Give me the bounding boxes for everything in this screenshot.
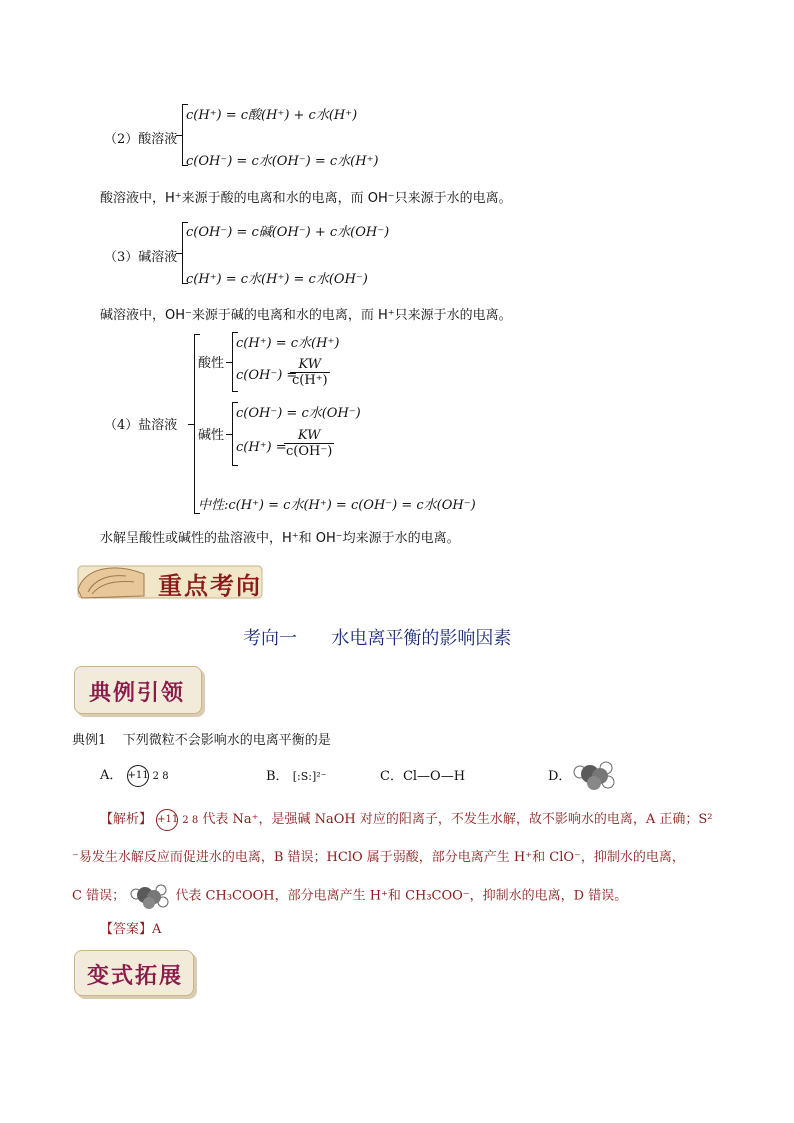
example-banner	[74, 666, 202, 714]
section3-eq2: c(H⁺) = c水(H⁺) = c水(OH⁻)	[186, 272, 368, 287]
option-a-label: A．	[100, 768, 123, 783]
key-banner-text: 重点考向	[158, 571, 262, 600]
section2-eq1: c(H⁺) = c酸(H⁺) + c水(H⁺)	[186, 108, 358, 123]
option-c: C．Cl—O—H	[380, 769, 466, 784]
analysis-line3	[72, 882, 627, 910]
option-d-label: D．	[548, 769, 572, 784]
variant-banner	[74, 950, 194, 996]
section4-note: 水解呈酸性或碱性的盐溶液中，H⁺和 OH⁻均来源于水的电离。	[100, 531, 460, 546]
example-banner-text: 典例引领	[89, 680, 186, 706]
section3-note: 碱溶液中，OH⁻来源于碱的电离和水的电离，而 H⁺只来源于水的电离。	[100, 308, 512, 323]
analysis-line2: ⁻易发生水解反应而促进水的电离，B 错误；HClO 属于弱酸，部分电离产生 H⁺和 ClO⁻，抑制水的电离，	[72, 850, 685, 865]
key-banner	[74, 560, 264, 602]
section2-note: 酸溶液中，H⁺来源于酸的电离和水的电离，而 OH⁻只来源于水的电离。	[100, 191, 512, 206]
section3-brace	[182, 222, 183, 284]
acid-brace	[232, 332, 233, 392]
variant-banner-text: 变式拓展	[87, 963, 184, 989]
analysis-tag: 【解析】	[100, 812, 153, 827]
base-frac-num: KW	[284, 428, 334, 444]
section3-eq1: c(OH⁻) = c碱(OH⁻) + c水(OH⁻)	[186, 225, 390, 240]
analysis-line1-text: 代表 Na⁺，是强碱 NaOH 对应的阳离子，不发生水解，故不影响水的电离，A 正确；S²	[202, 812, 713, 827]
neutral-eq: 中性:c(H⁺) = c水(H⁺) = c(OH⁻) = c水(OH⁻)	[198, 498, 476, 513]
option-a	[100, 764, 169, 787]
option-a-nucleus: +11	[127, 765, 149, 787]
option-b	[266, 765, 326, 784]
analysis-line1	[100, 808, 713, 831]
base-eq1: c(OH⁻) = c水(OH⁻)	[236, 406, 361, 421]
molecule-d-icon	[572, 758, 618, 792]
acid-fraction	[290, 357, 330, 388]
analysis-line3a: C 错误；	[72, 888, 126, 904]
kaoxiang-title: 考向一 水电离平衡的影响因素	[243, 628, 512, 649]
option-b-label: B．	[266, 769, 289, 784]
answer: 【答案】A	[100, 922, 162, 937]
option-a-shells: 2 8	[152, 771, 169, 782]
option-d	[548, 765, 571, 784]
section2-label: （2）酸溶液	[104, 132, 178, 147]
section4-label: （4）盐溶液	[104, 418, 178, 433]
base-frac-den: c(OH⁻)	[286, 444, 333, 459]
molecule-analysis-icon	[129, 882, 171, 910]
acid-eq2-lhs: c(OH⁻) =	[236, 368, 298, 383]
acid-eq1: c(H⁺) = c水(H⁺)	[236, 336, 340, 351]
section2-eq2: c(OH⁻) = c水(OH⁻) = c水(H⁺)	[186, 154, 379, 169]
base-fraction	[284, 428, 334, 459]
analysis-shells: 2 8	[182, 815, 199, 826]
base-eq2-lhs: c(H⁺) =	[236, 440, 287, 455]
base-label: 碱性	[198, 428, 225, 443]
acid-frac-num: KW	[290, 357, 330, 373]
section2-brace	[182, 104, 183, 166]
option-b-text: [:S:]²⁻	[292, 770, 327, 783]
analysis-nucleus: +11	[156, 809, 178, 831]
base-brace	[232, 402, 233, 466]
example-question: 典例1 下列微粒不会影响水的电离平衡的是	[72, 733, 331, 748]
section4-brace	[194, 334, 195, 514]
section3-label: （3）碱溶液	[104, 250, 178, 265]
acid-label: 酸性	[198, 356, 225, 371]
acid-frac-den: c(H⁺)	[292, 373, 328, 388]
analysis-line3b: 代表 CH₃COOH，部分电离产生 H⁺和 CH₃COO⁻，抑制水的电离，D 错误。	[175, 888, 628, 904]
